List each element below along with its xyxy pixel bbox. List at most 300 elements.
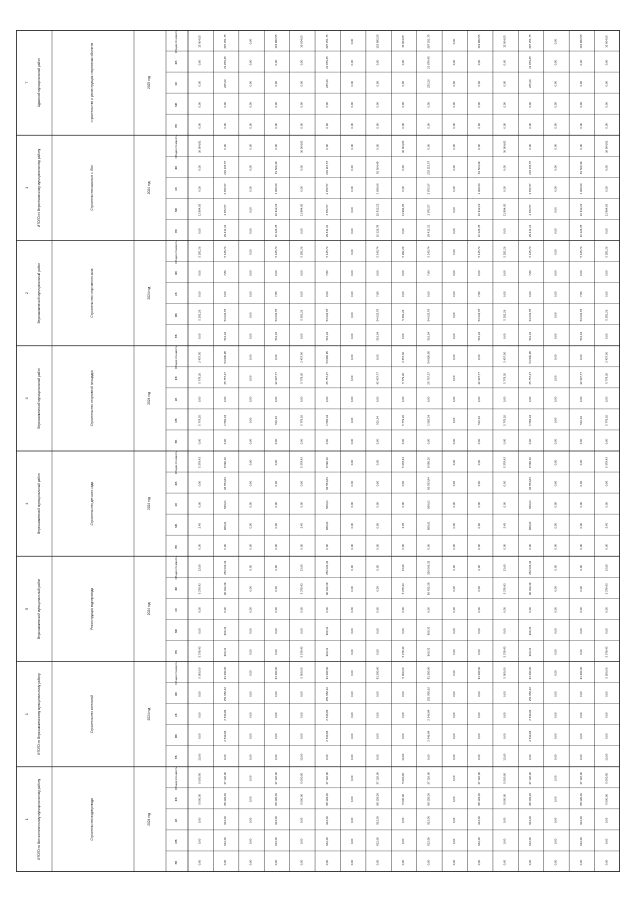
value-cell: 0,00: [248, 396, 253, 403]
value-cell: 0,00: [451, 59, 456, 66]
value-cell: 516,34: [324, 331, 329, 341]
value-cell: 5 291,26: [197, 246, 202, 258]
value-cell: 0,00: [248, 607, 253, 613]
value-cell: 0,00: [299, 270, 304, 276]
value-cell: 37 126,00: [223, 772, 228, 785]
value-cell: 0,00: [528, 607, 533, 613]
value-cell: 912,00: [324, 837, 329, 846]
value-cell: 8 596,10: [528, 457, 533, 468]
value-cell: 5 000,00: [604, 793, 609, 805]
value-cell: 287 251,75: [426, 34, 431, 49]
value-cell: 37 126,00: [426, 772, 431, 785]
value-cell: 0,00: [604, 543, 609, 550]
source-label: ВБ: [174, 229, 178, 233]
value-cell: 13,60: [299, 564, 304, 572]
value-cell: 15 004,05: [299, 35, 304, 48]
value-cell: 5 378,43: [299, 457, 304, 468]
value-cell: 0,00: [248, 38, 253, 45]
value-cell: 0,00: [299, 543, 304, 550]
value-cell: 233 115,57: [528, 160, 533, 175]
value-cell: 516,34: [477, 416, 482, 425]
value-cell: 1 069,60: [578, 183, 583, 195]
value-cell: 0,00: [197, 712, 202, 718]
value-cell: 0,00: [553, 375, 558, 382]
source-label: МБ: [174, 102, 178, 107]
value-cell: 0,00: [401, 817, 405, 824]
value-cell: 5 000,00: [299, 772, 304, 784]
value-cell: 0,00: [578, 859, 583, 866]
value-cell: 0,00: [375, 859, 380, 866]
value-cell: 0,00: [451, 754, 456, 760]
value-cell: 0,00: [197, 228, 202, 234]
value-cell: 233 115,57: [426, 160, 431, 175]
value-cell: 0,00: [223, 396, 228, 403]
value-cell: 0,00: [350, 649, 355, 655]
value-cell: 0,00: [477, 691, 482, 697]
value-cell: 516,34: [578, 416, 583, 425]
source-label: КБ: [174, 397, 178, 402]
value-cell: 0,00: [553, 186, 558, 192]
source-label: ВБ: [174, 439, 178, 444]
value-cell: 0,00: [578, 501, 583, 508]
value-cell: 0,00: [604, 733, 609, 739]
value-cell: 5 291,26: [502, 246, 507, 258]
value-cell: 0,00: [451, 733, 456, 739]
value-cell: 103 983,55: [477, 34, 482, 49]
value-cell: 516,34: [477, 331, 482, 341]
value-cell: 36 004,81: [299, 140, 304, 154]
value-cell: 0,00: [197, 480, 202, 487]
value-cell: 5 779,26: [604, 372, 609, 384]
value-cell: 15 004,05: [197, 35, 202, 48]
value-cell: 0,00: [375, 691, 380, 697]
value-cell: 0,00: [502, 733, 507, 739]
value-cell: 0,00: [451, 775, 456, 782]
value-cell: 0,00: [553, 817, 558, 824]
source-label: МБ: [174, 313, 178, 318]
value-cell: 91 290,00: [528, 666, 533, 680]
value-cell: 0,00: [553, 670, 558, 676]
value-cell: 91 290,00: [223, 666, 228, 680]
value-cell: 0,00: [426, 607, 431, 613]
source-label: Общая стоимость: [174, 345, 178, 369]
value-cell: 91 564,49: [578, 161, 583, 175]
value-cell: 0,00: [401, 480, 405, 487]
value-cell: 0,00: [528, 122, 533, 129]
value-cell: 0,00: [477, 438, 482, 445]
value-cell: 5 378,43: [604, 646, 609, 658]
value-cell: 0,00: [502, 165, 507, 171]
value-cell: 0,00: [350, 228, 355, 234]
value-cell: 13,60: [604, 753, 609, 761]
value-cell: 0,00: [375, 480, 380, 487]
value-cell: 2 457,00: [604, 351, 609, 363]
value-cell: 0,00: [528, 543, 533, 550]
value-cell: 0,00: [273, 101, 278, 108]
value-cell: 7,80: [223, 270, 228, 276]
value-cell: 0,00: [324, 144, 329, 150]
value-cell: 0,00: [375, 144, 380, 150]
value-cell: 0,00: [502, 480, 507, 487]
year-label: 2024 год: [147, 181, 151, 195]
value-cell: 0,00: [528, 291, 533, 297]
value-cell: 0,00: [273, 396, 278, 403]
value-cell: 54 633,78: [273, 308, 278, 322]
value-cell: 0,00: [451, 207, 456, 213]
value-cell: 5 145,74: [273, 246, 278, 258]
value-cell: 0,00: [324, 101, 329, 108]
value-cell: 0,00: [299, 817, 304, 824]
value-cell: 0,00: [502, 691, 507, 697]
row-number: 2: [25, 292, 29, 295]
value-cell: 0,00: [350, 59, 355, 66]
value-cell: 5 779,26: [401, 414, 405, 426]
value-cell: 0,00: [451, 144, 456, 150]
value-cell: 0,00: [451, 501, 456, 508]
value-cell: 5 145,74: [426, 246, 431, 258]
value-cell: 225,26: [223, 79, 228, 88]
value-cell: 0,00: [350, 207, 355, 213]
value-cell: 0,00: [553, 80, 558, 87]
value-cell: 960,31: [223, 626, 228, 636]
value-cell: 0,00: [426, 543, 431, 550]
value-cell: 5 378,43: [197, 457, 202, 468]
value-cell: 0,00: [401, 101, 405, 108]
value-cell: 0,00: [197, 59, 202, 66]
value-cell: 0,00: [350, 165, 355, 171]
value-cell: 0,00: [248, 796, 253, 803]
value-cell: 0,00: [477, 459, 482, 466]
value-cell: 0,00: [299, 228, 304, 234]
value-cell: 0,00: [248, 101, 253, 108]
value-cell: 0,00: [553, 249, 558, 255]
value-cell: 0,00: [324, 291, 329, 297]
value-cell: 5 145,74: [223, 246, 228, 258]
year-label: 2024 год: [147, 602, 151, 616]
value-cell: 1 583,34: [223, 414, 228, 426]
value-cell: 0,00: [350, 733, 355, 739]
value-cell: 287 251,75: [223, 34, 228, 49]
value-cell: 2 546,84: [324, 730, 329, 742]
source-label: ВБ: [174, 860, 178, 865]
value-cell: 0,00: [477, 101, 482, 108]
value-cell: 25 757,27: [324, 372, 329, 385]
value-cell: 0,00: [553, 38, 558, 45]
value-cell: 0,00: [350, 859, 355, 866]
value-cell: 869,61: [426, 521, 431, 530]
value-cell: 96 553,84: [528, 477, 533, 490]
value-cell: 0,00: [502, 101, 507, 108]
source-label: МБ: [174, 628, 178, 634]
value-cell: 7,80: [578, 291, 583, 297]
value-cell: 0,00: [451, 796, 456, 803]
value-cell: 912,00: [528, 837, 533, 846]
value-cell: 251 950,62: [324, 687, 329, 702]
value-cell: 5 145,74: [324, 246, 329, 258]
value-cell: 0,00: [502, 396, 507, 403]
value-cell: 5 779,26: [502, 372, 507, 384]
value-cell: 0,00: [451, 543, 456, 550]
value-cell: 5 378,43: [197, 646, 202, 658]
value-cell: 7,80: [426, 270, 431, 276]
value-cell: 0,00: [375, 543, 380, 550]
value-cell: 0,00: [578, 628, 583, 634]
value-cell: 5 779,26: [604, 414, 609, 426]
value-cell: 0,00: [502, 80, 507, 87]
value-cell: 912,00: [223, 816, 228, 825]
value-cell: 0,00: [375, 396, 380, 403]
value-cell: 0,00: [350, 144, 355, 150]
source-label: КБ: [174, 187, 178, 191]
value-cell: 0,00: [324, 543, 329, 550]
value-cell: 2 457,00: [197, 351, 202, 363]
value-cell: 0,00: [401, 270, 405, 276]
value-cell: 0,00: [375, 122, 380, 129]
value-cell: 0,00: [350, 565, 355, 571]
value-cell: 0,00: [375, 80, 380, 87]
value-cell: 0,00: [451, 270, 456, 276]
value-cell: 0,00: [528, 859, 533, 866]
value-cell: 54 633,78: [324, 308, 329, 322]
value-cell: 0,00: [401, 228, 405, 234]
value-cell: 0,00: [248, 733, 253, 739]
value-cell: 0,00: [426, 291, 431, 297]
value-cell: 0,00: [451, 586, 456, 592]
value-cell: 0,00: [604, 480, 609, 487]
value-cell: 2 457,00: [502, 351, 507, 363]
value-cell: 0,00: [451, 291, 456, 297]
value-cell: 0,00: [502, 291, 507, 297]
value-cell: 0,00: [350, 312, 355, 318]
value-cell: 10 912,22: [477, 203, 482, 217]
value-cell: 0,00: [273, 459, 278, 466]
value-cell: 5 779,26: [299, 372, 304, 384]
value-cell: 5 378,43: [502, 583, 507, 595]
value-cell: 5 378,43: [401, 583, 405, 595]
value-cell: 0,00: [426, 754, 431, 760]
value-cell: 88 129,00: [426, 793, 431, 806]
value-cell: 0,00: [248, 312, 253, 318]
value-cell: 8 596,10: [223, 457, 228, 468]
value-cell: 0,00: [197, 859, 202, 866]
value-cell: 2 872,57: [223, 204, 228, 216]
value-cell: 0,00: [375, 565, 380, 571]
value-cell: 0,00: [350, 122, 355, 129]
value-cell: 0,00: [350, 501, 355, 508]
source-label: ФБ: [174, 60, 178, 65]
value-cell: 91 564,49: [273, 161, 278, 175]
value-cell: 7,80: [375, 291, 380, 297]
value-cell: 0,00: [324, 438, 329, 445]
value-cell: 91 290,00: [273, 666, 278, 680]
value-cell: 0,00: [553, 796, 558, 803]
value-cell: 0,00: [502, 838, 507, 845]
value-cell: 0,00: [553, 417, 558, 424]
program-name: Адамский муниципальный район: [37, 58, 41, 108]
value-cell: 0,00: [375, 354, 380, 361]
value-cell: 0,00: [299, 859, 304, 866]
value-cell: 37 126,00: [273, 772, 278, 785]
value-cell: 36 004,81: [197, 140, 202, 154]
value-cell: 0,00: [553, 122, 558, 129]
value-cell: 0,00: [477, 628, 482, 634]
value-cell: 287 251,75: [324, 34, 329, 49]
value-cell: 91 290,00: [578, 666, 583, 680]
value-cell: 0,00: [248, 165, 253, 171]
value-cell: 54 633,78: [375, 308, 380, 322]
value-cell: 15 004,05: [604, 35, 609, 48]
value-cell: 0,00: [477, 270, 482, 276]
value-cell: 13,60: [502, 753, 507, 761]
value-cell: 0,00: [248, 838, 253, 845]
value-cell: 0,00: [248, 775, 253, 782]
value-cell: 960,31: [528, 626, 533, 636]
value-cell: 0,00: [375, 459, 380, 466]
value-cell: 0,00: [578, 480, 583, 487]
value-cell: 5 378,43: [299, 583, 304, 595]
value-cell: 37 126,00: [477, 772, 482, 785]
value-cell: 91 290,00: [426, 666, 431, 680]
value-cell: 960,31: [324, 626, 329, 636]
value-cell: 36 004,81: [604, 140, 609, 154]
source-label: КБ: [174, 292, 178, 296]
value-cell: 0,00: [299, 480, 304, 487]
value-cell: 0,00: [273, 754, 278, 760]
value-cell: 0,00: [350, 480, 355, 487]
value-cell: 0,00: [273, 712, 278, 718]
value-cell: 960,31: [324, 647, 329, 657]
value-cell: 0,00: [578, 607, 583, 613]
value-cell: 29 411,31: [324, 224, 329, 238]
value-cell: 0,00: [248, 375, 253, 382]
value-cell: 5 378,43: [197, 583, 202, 595]
value-cell: 0,00: [248, 480, 253, 487]
value-cell: 0,00: [248, 817, 253, 824]
value-cell: 1 583,34: [426, 414, 431, 426]
value-cell: 0,00: [350, 101, 355, 108]
value-cell: 0,00: [350, 38, 355, 45]
value-cell: 0,00: [604, 186, 609, 192]
value-cell: 0,00: [451, 670, 456, 676]
value-cell: 91 290,00: [477, 666, 482, 680]
value-cell: 0,00: [451, 565, 456, 571]
value-cell: 5 000,00: [604, 772, 609, 784]
value-cell: 0,00: [477, 733, 482, 739]
value-cell: 0,00: [477, 122, 482, 129]
value-cell: 0,00: [604, 438, 609, 445]
value-cell: 0,00: [553, 333, 558, 339]
value-cell: 0,00: [248, 712, 253, 718]
value-cell: 0,00: [553, 775, 558, 782]
value-cell: 0,00: [401, 838, 405, 845]
value-cell: 0,00: [553, 649, 558, 655]
source-label: Общая стоимость: [174, 661, 178, 685]
object-name: Строительство водопровода: [90, 798, 94, 841]
value-cell: 5 291,26: [604, 309, 609, 321]
value-cell: 0,00: [502, 333, 507, 339]
value-cell: 0,00: [451, 817, 456, 824]
value-cell: 0,00: [273, 859, 278, 866]
value-cell: 0,00: [273, 522, 278, 529]
value-cell: 0,00: [350, 607, 355, 613]
value-cell: 96 553,84: [426, 477, 431, 490]
value-cell: 37 126,00: [528, 772, 533, 785]
value-cell: 912,00: [223, 837, 228, 846]
value-cell: 225,26: [324, 79, 329, 88]
value-cell: 0,00: [553, 607, 558, 613]
value-cell: 0,00: [604, 122, 609, 129]
value-cell: 0,00: [350, 796, 355, 803]
value-cell: 0,00: [299, 438, 304, 445]
value-cell: 8 596,10: [426, 457, 431, 468]
value-cell: 0,00: [553, 733, 558, 739]
value-cell: 0,00: [401, 59, 405, 66]
value-cell: 54 633,78: [578, 308, 583, 322]
value-cell: 21 879,45: [426, 56, 431, 69]
value-cell: 869,61: [223, 521, 228, 530]
value-cell: 912,00: [426, 837, 431, 846]
value-cell: 5 000,00: [197, 772, 202, 784]
value-cell: 10 126,78: [273, 224, 278, 238]
value-cell: 0,00: [197, 628, 202, 634]
value-cell: 5 378,43: [502, 457, 507, 468]
value-cell: 2 872,57: [324, 204, 329, 216]
value-cell: 0,00: [553, 228, 558, 234]
value-cell: 91 564,49: [375, 161, 380, 175]
value-cell: 912,00: [528, 816, 533, 825]
value-cell: 0,00: [553, 312, 558, 318]
value-cell: 0,00: [223, 122, 228, 129]
value-cell: 233 115,57: [223, 160, 228, 175]
value-cell: 0,00: [248, 859, 253, 866]
value-cell: 0,00: [273, 586, 278, 592]
value-cell: 0,00: [299, 691, 304, 697]
value-cell: 0,00: [350, 754, 355, 760]
value-cell: 0,00: [578, 59, 583, 66]
value-cell: 0,00: [553, 101, 558, 108]
value-cell: 0,00: [553, 270, 558, 276]
value-cell: 0,00: [451, 80, 456, 87]
year-label: 2024 год: [147, 497, 151, 510]
program-name: Верхошижемский муниципальный район: [37, 578, 41, 640]
value-cell: 42 437,77: [375, 372, 380, 385]
value-cell: 42 437,77: [477, 372, 482, 385]
value-cell: 2,45: [401, 522, 405, 529]
value-cell: 0,00: [248, 186, 253, 192]
value-cell: 10 126,78: [375, 224, 380, 238]
value-cell: 0,00: [604, 501, 609, 508]
value-cell: 29 411,31: [223, 224, 228, 238]
value-cell: 0,00: [604, 165, 609, 171]
value-cell: 96 432,39: [528, 582, 533, 596]
value-cell: 0,00: [248, 691, 253, 697]
value-cell: 36 004,81: [401, 140, 405, 154]
value-cell: 0,00: [273, 565, 278, 571]
value-cell: 5 291,26: [502, 309, 507, 321]
value-cell: 54 633,78: [477, 308, 482, 322]
value-cell: 0,00: [350, 817, 355, 824]
row-number: 5: [25, 607, 29, 610]
value-cell: 0,00: [248, 438, 253, 445]
value-cell: 0,00: [604, 59, 609, 66]
value-cell: 0,00: [375, 607, 380, 613]
year-label: 2024 год: [147, 813, 151, 826]
value-cell: 0,00: [350, 291, 355, 297]
value-cell: 2 872,57: [426, 204, 431, 216]
value-cell: 0,00: [477, 80, 482, 87]
value-cell: 0,00: [578, 101, 583, 108]
value-cell: 5 378,43: [604, 583, 609, 595]
